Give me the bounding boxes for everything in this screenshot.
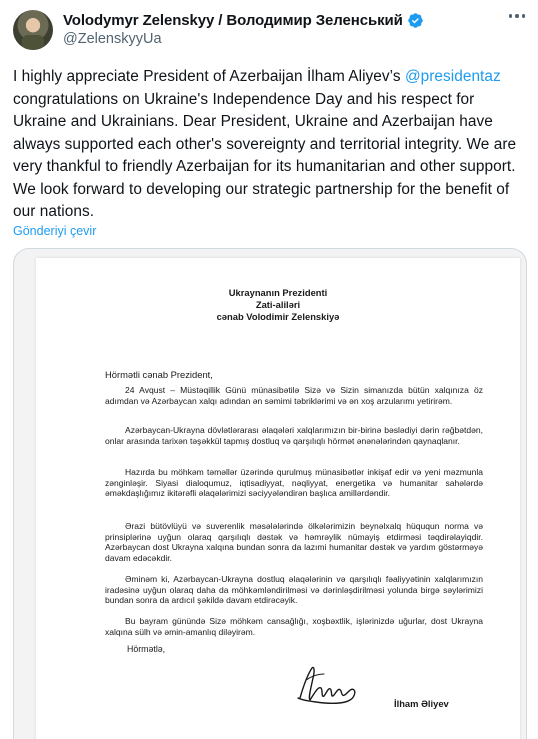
author-handle[interactable]: @ZelenskyyUa: [63, 31, 162, 47]
letter-title-line: Ukraynanın Prezidenti: [228, 287, 328, 298]
letter-paragraph: Bu bayram günündə Sizə möhkəm cansağlığı, xoşbəxtlik, işlərinizdə uğurlar, dost Ukrayna xalqına sülh və əmin-amanlıq diləyirəm.: [105, 616, 483, 637]
letter-signer: İlham Əliyev: [394, 698, 449, 709]
letter-paragraph: Ərazi bütövlüyü və suverenlik məsələlərində ölkələrimizin beynəlxalq hüququn norma və prinsiplərinə uyğun olaraq qarşılıqlı dəstək və həmrəylik nümayiş etdirməsi təqdirəlayiqdir. Azərbaycan dost Ukrayna xalqına bundan sonra da lazımi humanitar dəstək və yardım göstərməyə davam edəcəkdir.: [105, 521, 483, 563]
handwritten-signature: [294, 654, 366, 710]
avatar[interactable]: [13, 10, 53, 50]
letter-paragraph: Azərbaycan-Ukrayna dövlətlərarası əlaqələri xalqlarımızın bir-birinə bəslədiyi dərin rəğbətdən, onlar arasında tarixən təşəkkül tapmış dostluq və qarşılıqlı hörmət ənənələrindən qaynaqlanır.: [105, 425, 483, 446]
letter-paragraph: 24 Avqust – Müstəqillik Günü münasibətilə Sizə və Sizin simanızda bütün xalqınıza öz adımdan və Azərbaycan xalqı adından ən səmimi təbriklərimi və ən xoş arzularımı yetirirəm.: [105, 385, 483, 406]
tweet-image[interactable]: [13, 248, 527, 739]
letter-paragraph: Hazırda bu möhkəm təməllər üzərində qurulmuş münasibətlər inkişaf edir və yeni məzmunla zənginləşir. Siyasi dialoqumuz, iqtisadiyyat, nəqliyyat, energetika və humanitar sahələrdə əməkdaşlığımız ikitərəfli əlaqələrimizi səciyyələndirən başlıca amillərdəndir.: [105, 467, 483, 499]
name-row: [63, 12, 424, 29]
translate-post-link[interactable]: Gönderiyi çevir: [13, 224, 97, 238]
letter-title-line: cənab Volodimir Zelenskiyə: [216, 311, 340, 322]
letter-closing: Hörmətlə,: [127, 644, 166, 654]
tweet-text-part: I highly appreciate President of Azerbaijan İlham Aliyev’s: [13, 68, 405, 85]
tweet-text-part: congratulations on Ukraine's Independence Day and his respect for Ukraine and Ukrainians. Dear President, Ukraine and Azerbaijan have always supported each other's sovereignty and territorial integrity. We are very thankful to friendly Azerbaijan for its humanitarian and other support. We look forward to developing our strategic partnership for the benefit of our nations.: [13, 90, 517, 220]
verified-badge-icon: [407, 12, 424, 29]
letter-title-line: Zati-aliləri: [255, 299, 301, 310]
letter-paragraph: Əminəm ki, Azərbaycan-Ukrayna dostluq əlaqələrinin və qarşılıqlı fəaliyyətinin xalqlarımızın iradəsinə uyğun olaraq daha da möhkəmləndirilməsi və dərinləşdirilməsi yolunda birgə səylərimizi bundan sonra da ardıcıl şəkildə davam etdirəcəyik.: [105, 574, 483, 606]
author-display-name[interactable]: Volodymyr Zelenskyy / Володимир Зеленський: [63, 12, 403, 29]
letter-document: [36, 258, 520, 739]
mention-link[interactable]: @presidentaz: [404, 68, 501, 85]
author-info: [63, 12, 424, 47]
tweet-header: [13, 10, 525, 56]
letter-salutation: Hörmətli cənab Prezident,: [105, 369, 213, 380]
more-options-icon[interactable]: [509, 14, 526, 18]
tweet-text: [13, 66, 528, 224]
